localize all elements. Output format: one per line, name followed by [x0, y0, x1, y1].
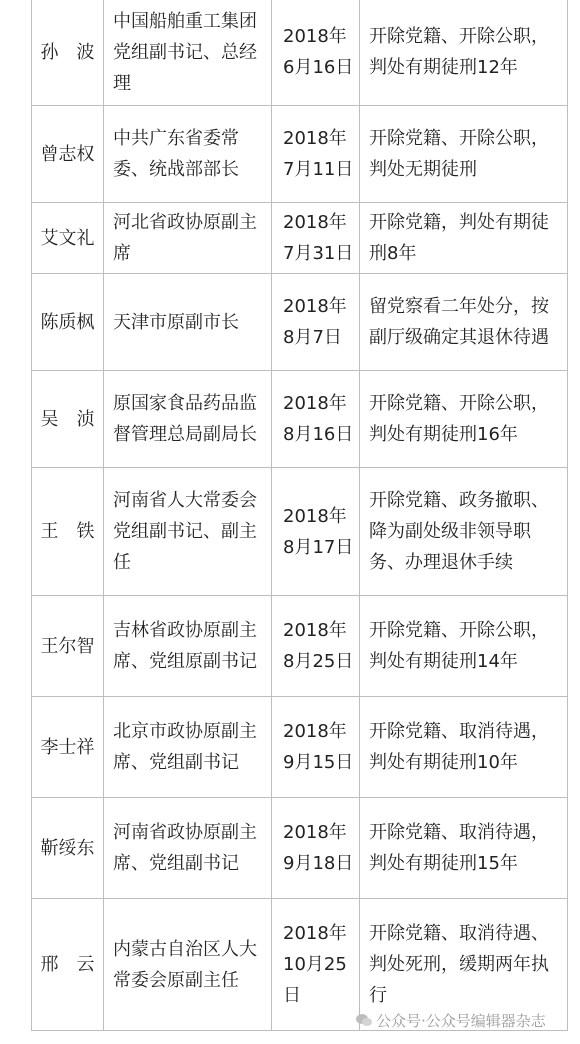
name-cell: 靳绥东	[32, 798, 104, 899]
position-cell: 原国家食品药品监督管理总局副局长	[104, 371, 272, 468]
position-cell: 河北省政协原副主席	[104, 203, 272, 274]
result-cell: 开除党籍、取消待遇、判处死刑，缓期两年执行	[360, 899, 568, 1031]
date-cell: 2018年8月17日	[272, 468, 360, 596]
result-cell: 开除党籍、开除公职，判处无期徒刑	[360, 106, 568, 203]
watermark-text: 公众号·公众号编辑器杂志	[376, 1012, 546, 1030]
wechat-icon	[356, 1013, 372, 1031]
result-cell: 开除党籍、取消待遇，判处有期徒刑15年	[360, 798, 568, 899]
result-cell: 开除党籍、政务撤职、降为副处级非领导职务、办理退休手续	[360, 468, 568, 596]
table-row	[32, 0, 568, 106]
position-cell: 内蒙古自治区人大常委会原副主任	[104, 899, 272, 1031]
date-cell: 2018年7月31日	[272, 203, 360, 274]
table-row	[32, 468, 568, 596]
position-cell: 天津市原副市长	[104, 274, 272, 371]
name-cell: 邢 云	[32, 899, 104, 1031]
name-cell: 曾志权	[32, 106, 104, 203]
officials-table	[31, 0, 568, 1031]
name-cell: 王尔智	[32, 596, 104, 697]
result-cell: 留党察看二年处分，按副厅级确定其退休待遇	[360, 274, 568, 371]
date-cell: 2018年7月11日	[272, 106, 360, 203]
name-cell: 陈质枫	[32, 274, 104, 371]
date-cell: 2018年10月25日	[272, 899, 360, 1031]
date-cell: 2018年6月16日	[272, 0, 360, 106]
date-cell: 2018年9月15日	[272, 697, 360, 798]
name-cell: 艾文礼	[32, 203, 104, 274]
position-cell: 中国船舶重工集团党组副书记、总经理	[104, 0, 272, 106]
table-row	[32, 697, 568, 798]
result-cell: 开除党籍、开除公职，判处有期徒刑12年	[360, 0, 568, 106]
result-cell: 开除党籍、开除公职，判处有期徒刑16年	[360, 371, 568, 468]
position-cell: 河南省人大常委会党组副书记、副主任	[104, 468, 272, 596]
name-cell: 李士祥	[32, 697, 104, 798]
table-row	[32, 274, 568, 371]
result-cell: 开除党籍，判处有期徒刑8年	[360, 203, 568, 274]
result-cell: 开除党籍、开除公职，判处有期徒刑14年	[360, 596, 568, 697]
position-cell: 吉林省政协原副主席、党组原副书记	[104, 596, 272, 697]
table-row	[32, 106, 568, 203]
position-cell: 河南省政协原副主席、党组副书记	[104, 798, 272, 899]
date-cell: 2018年8月7日	[272, 274, 360, 371]
date-cell: 2018年8月16日	[272, 371, 360, 468]
table-row	[32, 596, 568, 697]
name-cell: 王 铁	[32, 468, 104, 596]
watermark	[356, 1010, 546, 1031]
position-cell: 北京市政协原副主席、党组副书记	[104, 697, 272, 798]
date-cell: 2018年8月25日	[272, 596, 360, 697]
table-row	[32, 203, 568, 274]
date-cell: 2018年9月18日	[272, 798, 360, 899]
result-cell: 开除党籍、取消待遇，判处有期徒刑10年	[360, 697, 568, 798]
table-row	[32, 371, 568, 468]
name-cell: 孙 波	[32, 0, 104, 106]
table-row	[32, 798, 568, 899]
position-cell: 中共广东省委常委、统战部部长	[104, 106, 272, 203]
name-cell: 吴 浈	[32, 371, 104, 468]
